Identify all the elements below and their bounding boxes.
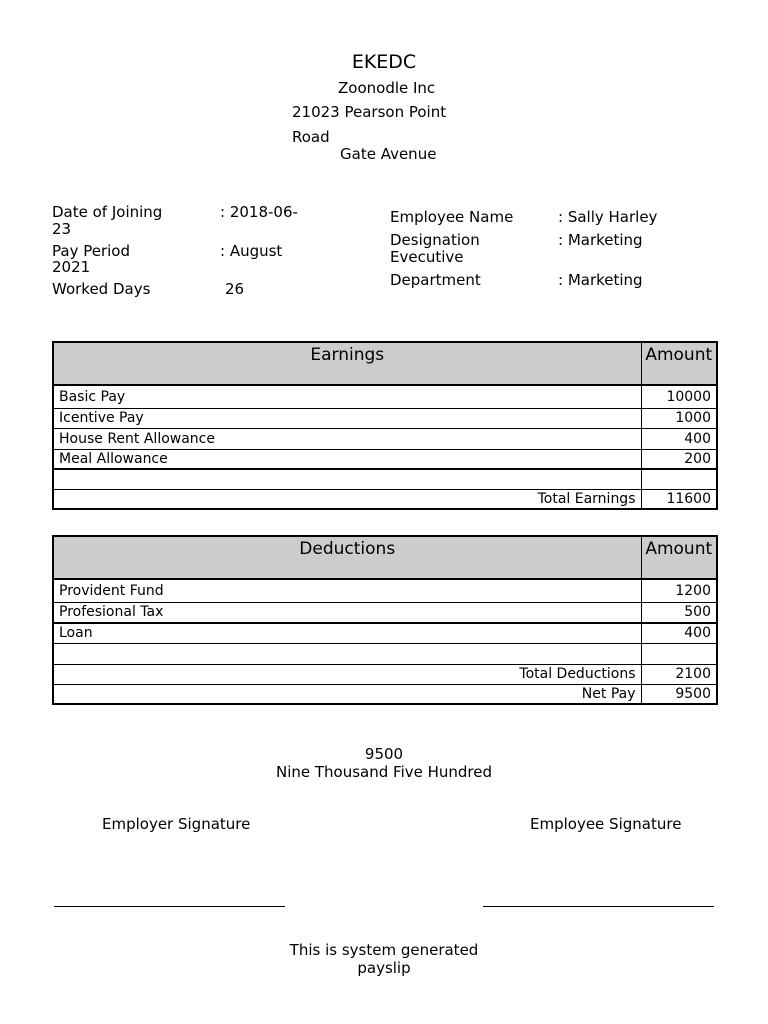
earning-amount: 400	[641, 428, 717, 449]
deduction-amount: 500	[641, 602, 717, 623]
employer-signature-label: Employer Signature	[102, 815, 251, 833]
designation-label: Designation	[390, 231, 480, 249]
deductions-table	[52, 535, 718, 705]
earning-label: Icentive Pay	[53, 408, 641, 428]
employee-signature-label: Employee Signature	[530, 815, 682, 833]
department-value: : Marketing	[558, 271, 643, 289]
total-deductions-label: Total Deductions	[53, 664, 641, 684]
table-row-total	[53, 489, 717, 509]
net-pay-in-words: Nine Thousand Five Hundred	[275, 763, 493, 781]
date-of-joining-wrap: 23	[52, 220, 72, 238]
table-row	[53, 579, 717, 602]
footer-note-line-2: payslip	[357, 959, 411, 977]
deductions-amount-header: Amount	[641, 536, 717, 579]
total-deductions-value: 2100	[641, 664, 717, 684]
table-row	[53, 385, 717, 408]
earning-label: Meal Allowance	[53, 449, 641, 469]
company-name: Zoonodle Inc	[338, 79, 436, 97]
pay-period-label: Pay Period	[52, 242, 130, 260]
worked-days-label: Worked Days	[52, 280, 151, 298]
deduction-amount: 400	[641, 623, 717, 643]
earnings-table	[52, 341, 718, 510]
total-earnings-label: Total Earnings	[53, 489, 641, 509]
earning-amount: 200	[641, 449, 717, 469]
deductions-header: Deductions	[53, 536, 641, 579]
address-line-2: Road	[292, 128, 330, 146]
designation-value: : Marketing	[558, 231, 643, 249]
deduction-label: Profesional Tax	[53, 602, 641, 623]
employee-signature-line	[483, 906, 714, 907]
company-short-name: EKEDC	[351, 51, 417, 73]
net-pay-value: 9500	[641, 684, 717, 704]
employee-name-label: Employee Name	[390, 208, 514, 226]
employer-signature-line	[54, 906, 285, 907]
department-label: Department	[390, 271, 481, 289]
table-row	[53, 408, 717, 428]
net-pay-label: Net Pay	[53, 684, 641, 704]
table-row	[53, 623, 717, 643]
total-earnings-value: 11600	[641, 489, 717, 509]
deduction-label: Provident Fund	[53, 579, 641, 602]
address-line-3: Gate Avenue	[340, 145, 437, 163]
earnings-amount-header: Amount	[641, 342, 717, 385]
employee-name-value: : Sally Harley	[558, 208, 658, 226]
table-row-empty	[53, 469, 717, 489]
table-row-net	[53, 684, 717, 704]
table-row-empty	[53, 643, 717, 664]
deduction-amount: 1200	[641, 579, 717, 602]
date-of-joining-value: : 2018-06-	[220, 203, 298, 221]
pay-period-value: : August	[220, 242, 283, 260]
designation-wrap: Evecutive	[390, 248, 464, 266]
earnings-header: Earnings	[53, 342, 641, 385]
worked-days-value: 26	[225, 280, 245, 298]
earning-label: House Rent Allowance	[53, 428, 641, 449]
table-row	[53, 602, 717, 623]
table-row	[53, 428, 717, 449]
deduction-label: Loan	[53, 623, 641, 643]
earning-label: Basic Pay	[53, 385, 641, 408]
footer-note-line-1: This is system generated	[289, 941, 479, 959]
earning-amount: 1000	[641, 408, 717, 428]
table-row-total	[53, 664, 717, 684]
address-line-1: 21023 Pearson Point	[292, 103, 447, 121]
net-pay-amount: 9500	[364, 745, 404, 763]
table-row	[53, 449, 717, 469]
pay-period-wrap: 2021	[52, 258, 91, 276]
earning-amount: 10000	[641, 385, 717, 408]
date-of-joining-label: Date of Joining	[52, 203, 163, 221]
